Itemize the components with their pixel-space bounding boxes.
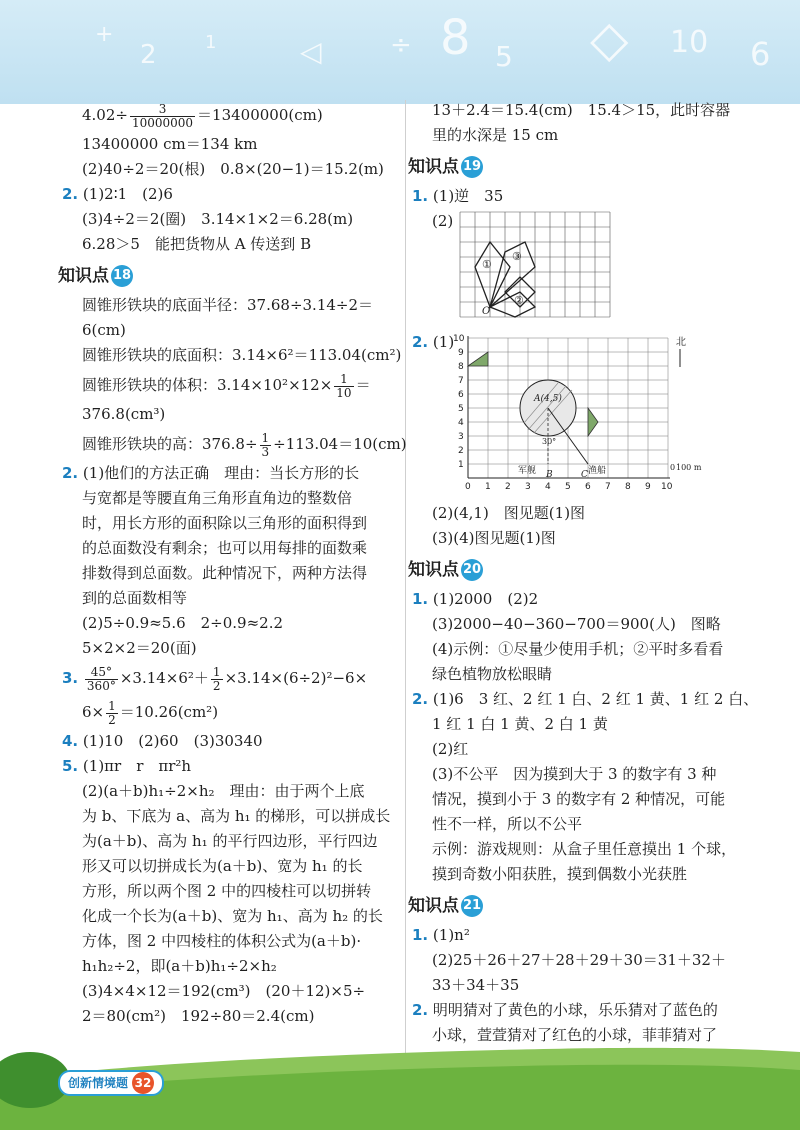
knowledge-point-18-heading: 知识点 18 xyxy=(58,266,132,286)
label-2: ② xyxy=(514,294,524,307)
answer-line: 化成一个长为(a＋b)、宽为 h₁、高为 h₂ 的长 xyxy=(82,907,383,925)
answer-line: 圆锥形铁块的体积：3.14×10²×12× $\frac{1}{10}$ ＝ xyxy=(82,371,371,400)
fraction: $\frac{1}{10}$ xyxy=(336,371,352,400)
answer-line: 4.02÷ $\frac{3}{10000000}$ ＝13400000(cm) xyxy=(82,101,323,130)
header-decoration: 6 xyxy=(750,35,771,73)
question-number: 2. xyxy=(412,690,429,708)
answer-line: 为(a＋b)、高为 h₁ 的平行四边形，平行四边 xyxy=(82,832,378,850)
x-tick: 7 xyxy=(605,482,611,492)
answer-line: (1)πr r πr²h xyxy=(82,757,192,775)
column-divider xyxy=(405,100,406,1060)
answer-line: 情况，摸到小于 3 的数字有 2 种情况，可能 xyxy=(432,790,726,808)
fraction: $\frac{1}{2}$ xyxy=(212,664,221,693)
answer-line: 6.28＞5 能把货物从 A 传送到 B xyxy=(82,235,312,253)
answer-line: 为 b、下底为 a、高为 h₁ 的梯形，可以拼成长 xyxy=(82,807,391,825)
answer-line: 圆锥形铁块的底面半径：37.68÷3.14÷2＝ xyxy=(82,296,374,314)
x-tick: 2 xyxy=(505,482,511,492)
angle-label: 30° xyxy=(542,437,557,446)
rotation-grid-figure xyxy=(460,212,610,322)
point-a-label: A(4,5) xyxy=(534,394,562,404)
label-3: ③ xyxy=(512,250,522,263)
answer-line: (3)不公平 因为摸到大于 3 的数字有 3 种 xyxy=(432,765,717,783)
x-tick: 1 xyxy=(485,482,491,492)
header-decoration: 8 xyxy=(440,10,471,66)
answer-line: 形又可以切拼成长为(a＋b)、宽为 h₁ 的长 xyxy=(82,857,363,875)
answer-line: (1)2∶1 (2)6 xyxy=(82,185,173,203)
question-number: 2. xyxy=(62,464,79,482)
x-tick: 4 xyxy=(545,482,551,492)
knowledge-point-20-heading: 知识点 20 xyxy=(408,560,482,580)
fraction: $\frac{1}{3}$ xyxy=(261,430,270,459)
footer-badge: 创新情境题 32 xyxy=(58,1070,164,1096)
y-tick: 4 xyxy=(458,418,464,428)
y-tick: 5 xyxy=(458,404,464,414)
y-tick: 1 xyxy=(458,460,464,470)
label-origin: O xyxy=(482,306,491,317)
header-decoration: 10 xyxy=(670,25,709,60)
answer-line: 明明猜对了黄色的小球，乐乐猜对了蓝色的 xyxy=(432,1001,718,1019)
answer-line: 小球，萱萱猜对了红色的小球，菲菲猜对了 xyxy=(432,1026,718,1044)
header-decoration: 5 xyxy=(495,40,513,73)
y-tick: 3 xyxy=(458,432,464,442)
header-decoration: ◁ xyxy=(300,35,322,68)
answer-line: (2)(4,1) 图见题(1)图 xyxy=(432,504,586,522)
knowledge-point-21-heading: 知识点 21 xyxy=(408,896,482,916)
warship-label: 军舰 xyxy=(518,466,537,476)
answer-line: (1)他们的方法正确 理由：当长方形的长 xyxy=(82,464,360,482)
answer-line: (3)2000−40−360−700＝900(人) 图略 xyxy=(432,615,721,633)
answer-line: (4)示例：①尽量少使用手机；②平时多看看 xyxy=(432,640,724,658)
answer-line: 方体，图 2 中四棱柱的体积公式为(a＋b)· xyxy=(82,932,362,950)
header-decoration: ÷ xyxy=(390,30,412,60)
point-c-label: C xyxy=(581,470,588,480)
answer-line: (1)n² xyxy=(432,926,470,944)
answer-line: (2) xyxy=(432,212,454,230)
y-tick: 2 xyxy=(458,446,464,456)
answer-line: (1)逆 35 xyxy=(432,187,504,205)
answer-line: (2)红 xyxy=(432,740,469,758)
label-1: ① xyxy=(482,258,492,271)
fraction: $\frac{45^\circ}{360^\circ}$ xyxy=(86,664,116,693)
answer-line: 3. $\frac{45^\circ}{360^\circ}$ ×3.14×6²＋ $\frac{1}{2}$ ×3.14×(6÷2)²−6× xyxy=(62,664,368,693)
right-column xyxy=(408,98,772,1123)
fraction: $\frac{3}{10000000}$ xyxy=(131,101,194,130)
y-tick: 6 xyxy=(458,390,464,400)
answer-line: 33＋34＋35 xyxy=(432,976,520,994)
answer-line: 圆锥形铁块的底面积：3.14×6²＝113.04(cm²) xyxy=(82,346,402,364)
answer-line: (2)40÷2＝20(根) 0.8×(20−1)＝15.2(m) xyxy=(82,160,384,178)
answer-line: 5×2×2＝20(面) xyxy=(82,639,197,657)
x-tick: 8 xyxy=(625,482,631,492)
triangle-shape xyxy=(468,352,488,366)
x-tick: 6 xyxy=(585,482,591,492)
scale-length: 100 m xyxy=(676,463,702,472)
north-label: 北 xyxy=(676,337,686,348)
header-decoration: 2 xyxy=(140,40,157,70)
fraction: $\frac{1}{2}$ xyxy=(108,698,116,727)
scale-zero: 0 xyxy=(670,463,676,472)
answer-line: 绿色植物放松眼睛 xyxy=(432,665,553,683)
answer-line: (1)6 3 红、2 红 1 白、2 红 1 黄、1 红 2 白、 xyxy=(432,690,759,708)
answer-line: 排数得到总面数。此种情况下，两种方法得 xyxy=(82,564,368,582)
answer-line: 到的总面数相等 xyxy=(82,589,188,607)
answer-line: 里的水深是 15 cm xyxy=(432,126,559,144)
x-tick: 3 xyxy=(525,482,531,492)
header-decoration: + xyxy=(95,22,114,47)
fishing-boat-label: 渔船 xyxy=(588,466,607,476)
answer-line: 时，用长方形的面积除以三角形的面积得到 xyxy=(82,514,368,532)
answer-line: (2)5÷0.9≈5.6 2÷0.9≈2.2 xyxy=(82,614,284,632)
answer-line: 6× $\frac{1}{2}$ ＝10.26(cm²) xyxy=(82,698,219,727)
question-number: 1. xyxy=(412,590,429,608)
y-tick: 8 xyxy=(458,362,464,372)
answer-line: (2)25＋26＋27＋28＋29＋30＝31＋32＋ xyxy=(432,951,726,969)
coordinate-grid-figure xyxy=(438,333,702,493)
question-number: 2. xyxy=(62,185,79,203)
x-tick: 0 xyxy=(465,482,471,492)
answer-line: 圆锥形铁块的高：376.8÷ $\frac{1}{3}$ ÷113.04＝10(cm) xyxy=(82,430,407,459)
answer-line: 13400000 cm＝134 km xyxy=(82,135,258,153)
question-number: 1. xyxy=(412,187,429,205)
question-number: 1. xyxy=(412,926,429,944)
answer-line: 6(cm) xyxy=(82,321,126,339)
answer-line: 与宽都是等腰直角三角形直角边的整数倍 xyxy=(82,489,353,507)
answer-line: (3)4÷2＝2(圈) 3.14×1×2＝6.28(m) xyxy=(82,210,354,228)
answer-line: 1 红 1 白 1 黄、2 白 1 黄 xyxy=(432,715,608,733)
question-number: 5. xyxy=(62,757,79,775)
question-number: 2. xyxy=(412,333,429,351)
header-decoration: ◇ xyxy=(590,10,629,68)
x-tick: 10 xyxy=(661,482,673,492)
header-decoration: 1 xyxy=(205,32,217,53)
question-number: 3. xyxy=(62,669,79,687)
answer-line: 方形，所以两个图 2 中的四棱柱可以切拼转 xyxy=(82,882,372,900)
answer-line: 示例：游戏规则：从盒子里任意摸出 1 个球， xyxy=(432,840,737,858)
answer-line: 性不一样，所以不公平 xyxy=(432,815,583,833)
answer-line: (1)10 (2)60 (3)30340 xyxy=(82,732,263,750)
point-b-label: B xyxy=(546,470,553,480)
answer-line: (3)4×4×12＝192(cm³) (20＋12)×5÷ xyxy=(82,982,366,1000)
y-tick: 10 xyxy=(453,334,465,344)
answer-line: 的总面数没有剩余；也可以用每排的面数乘 xyxy=(82,539,368,557)
x-tick: 5 xyxy=(565,482,571,492)
answer-line: 13＋2.4＝15.4(cm) 15.4＞15，此时容器 xyxy=(432,101,731,119)
y-tick: 9 xyxy=(458,348,464,358)
header-banner xyxy=(0,0,800,104)
knowledge-point-19-heading: 知识点 19 xyxy=(408,157,482,177)
answer-line: (1) xyxy=(432,333,455,351)
answer-line: h₁h₂÷2，即(a＋b)h₁÷2×h₂ xyxy=(82,957,277,975)
question-number: 4. xyxy=(62,732,79,750)
shape-2 xyxy=(490,292,535,317)
answer-line: (2)(a＋b)h₁÷2×h₂ 理由：由于两个上底 xyxy=(82,782,365,800)
answer-line: (1)2000 (2)2 xyxy=(432,590,539,608)
answer-line: 2＝80(cm²) 192÷80＝2.4(cm) xyxy=(82,1007,315,1025)
answer-line: (3)(4)图见题(1)图 xyxy=(432,529,556,547)
answer-line: 摸到奇数小阳获胜，摸到偶数小光获胜 xyxy=(432,865,688,883)
triangle-shape-2 xyxy=(588,408,598,436)
answer-line: 376.8(cm³) xyxy=(82,405,166,423)
x-tick: 9 xyxy=(645,482,651,492)
question-number: 2. xyxy=(412,1001,429,1019)
page-number: 32 xyxy=(132,1072,154,1094)
y-tick: 7 xyxy=(458,376,464,386)
left-column xyxy=(58,98,407,1029)
